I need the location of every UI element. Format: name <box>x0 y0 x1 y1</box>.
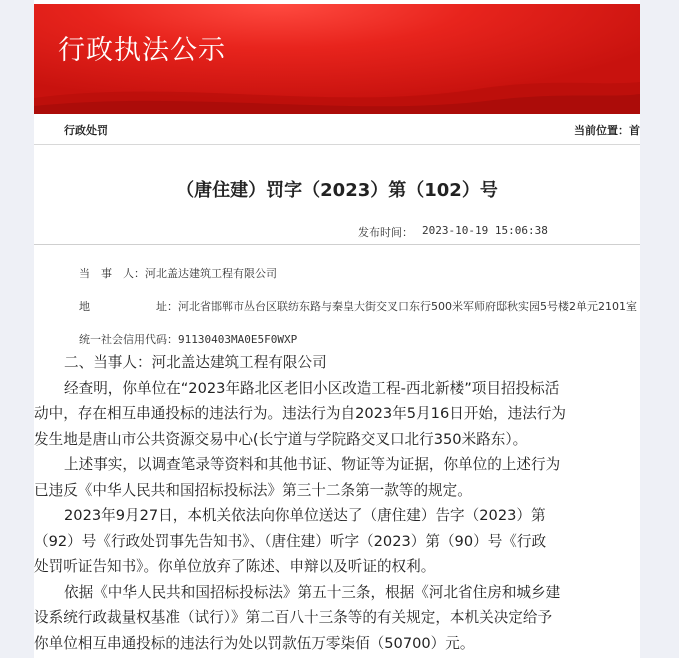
breadcrumb[interactable]: 当前位置：首 <box>574 124 640 137</box>
paragraph-party: 二、当事人：河北盖达建筑工程有限公司 <box>64 354 327 371</box>
credit-code-row <box>79 331 297 347</box>
decision-body <box>34 350 640 656</box>
paragraph-penalty-line: 设系统行政裁量权基准（试行）》第二百八十三条等的有关规定，本机关决定给予 <box>34 609 553 626</box>
section-title: 行政处罚 <box>64 124 108 137</box>
paragraph-evidence-line: 已违反《中华人民共和国招标投标法》第三十二条第一款等的规定。 <box>34 481 472 499</box>
banner-title: 行政执法公示 <box>58 35 226 66</box>
paragraph-finding-line: 动中，存在相互串通投标的违法行为。违法行为自2023年5月16日开始，违法行为 <box>34 405 566 422</box>
header-banner <box>34 4 640 114</box>
publish-time-value: 2023-10-19 15:06:38 <box>422 224 548 237</box>
party-address-row <box>156 298 637 314</box>
banner-wave-decoration <box>34 68 640 114</box>
paragraph-finding-line: 经查明，你单位在“2023年路北区老旧小区改造工程-西北新楼”项目招投标活 <box>64 379 560 397</box>
party-address-label-a: 地 <box>79 300 90 313</box>
party-address-value: 河北省邯郸市丛台区联纺东路与秦皇大街交叉口东行500米军师府邸秋实园5号楼2单元2101室 <box>178 300 637 313</box>
paragraph-notice-line: 处罚听证告知书》。你单位放弃了陈述、申辩以及听证的权利。 <box>34 558 436 575</box>
publish-info-row <box>34 222 640 245</box>
paragraph-penalty-line: 你单位相互串通投标的违法行为处以罚款伍万零柒佰（50700）元。 <box>34 634 475 652</box>
publish-time-label: 发布时间： <box>358 226 413 239</box>
paragraph-notice-line: （92）号《行政处罚事先告知书》、（唐住建）听字（2023）第（90）号《行政 <box>34 532 547 550</box>
party-address-label: 址： <box>156 300 178 313</box>
scrollbar-track[interactable] <box>656 0 679 658</box>
party-name-row <box>79 265 277 281</box>
party-name-value: 河北盖达建筑工程有限公司 <box>145 267 277 280</box>
breadcrumb-bar <box>34 114 640 145</box>
paragraph-finding-line: 发生地是唐山市公共资源交易中心(长宁道与学院路交叉口北行350米路东）。 <box>34 430 528 448</box>
credit-code-label: 统一社会信用代码： <box>79 333 178 346</box>
paragraph-notice-line: 2023年9月27日，本机关依法向你单位送达了（唐住建）告字（2023）第 <box>64 507 546 524</box>
document-number: （唐住建）罚字（2023）第（102）号 <box>176 180 498 201</box>
paragraph-evidence-line: 上述事实，以调查笔录等资料和其他书证、物证等为证据，你单位的上述行为 <box>64 456 561 473</box>
paragraph-penalty-line: 依据《中华人民共和国招标投标法》第五十三条，根据《河北省住房和城乡建 <box>64 583 561 601</box>
party-name-label: 当 事 人： <box>79 267 145 280</box>
credit-code-value: 91130403MA0E5F0WXP <box>178 333 298 346</box>
